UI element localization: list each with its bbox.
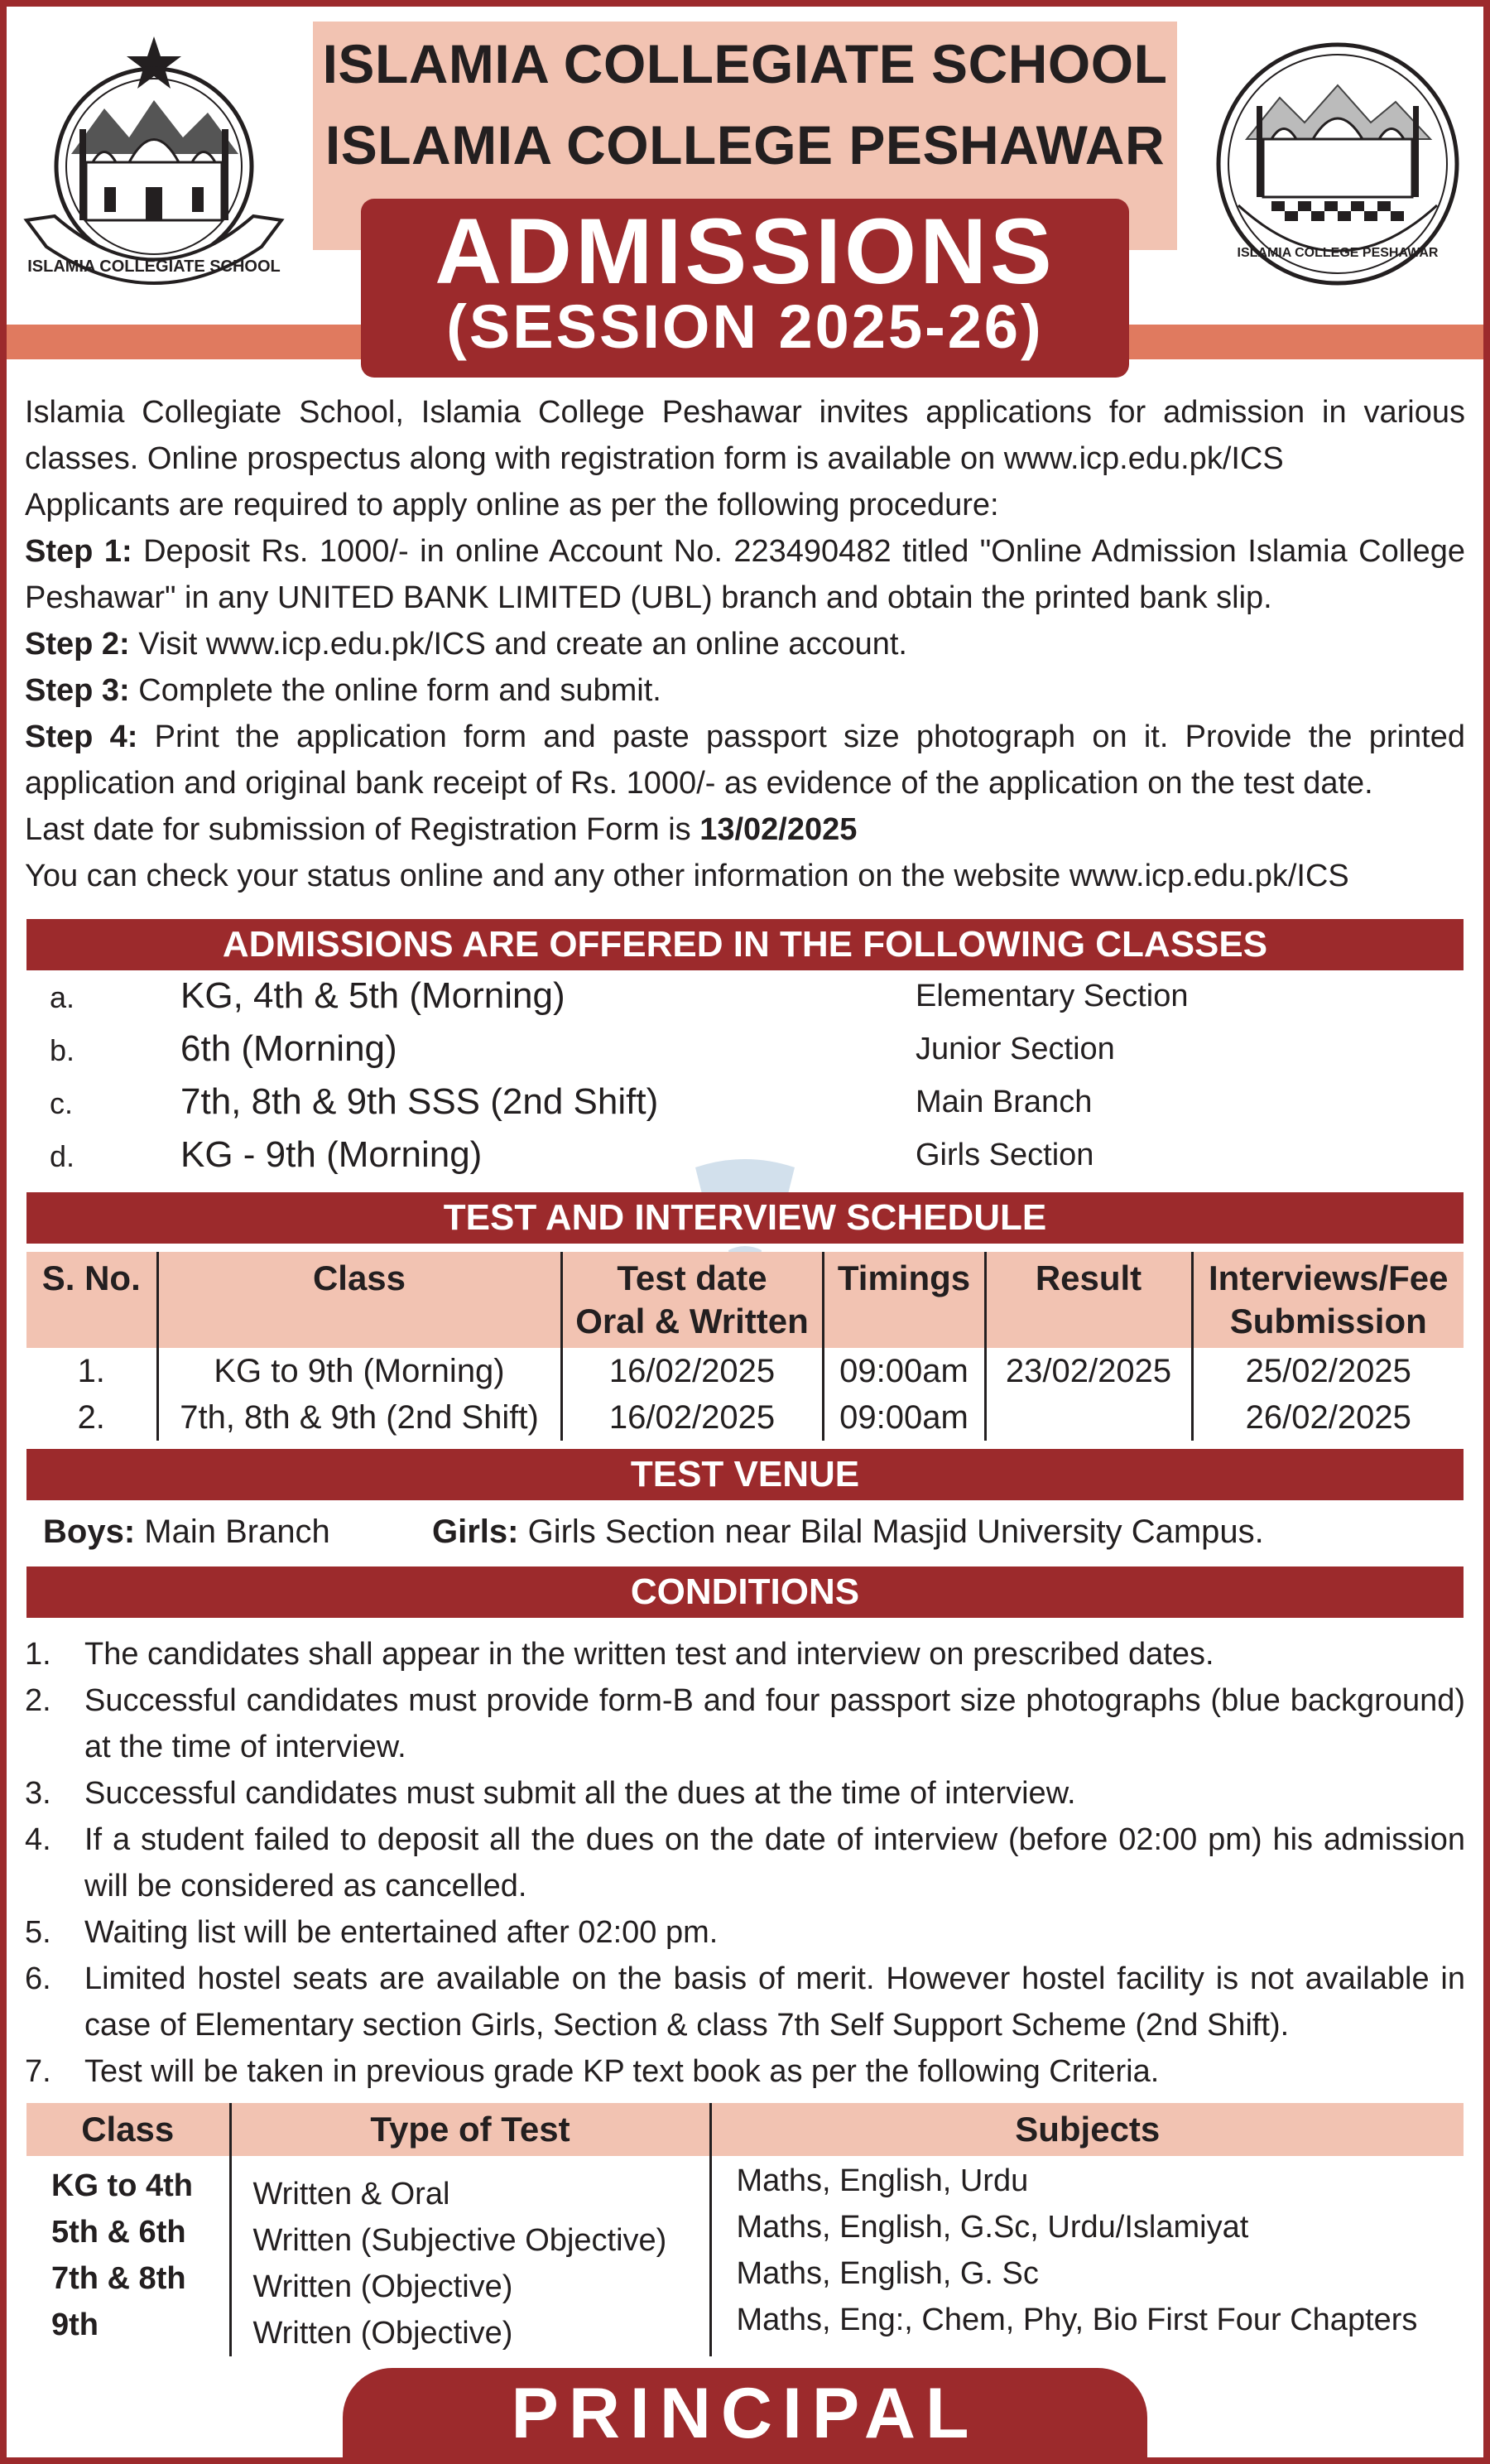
criteria-subjects: Maths, English, G. Sc [736, 2256, 1039, 2291]
condition-item [25, 1631, 1465, 1677]
criteria-class: KG to 4th [51, 2168, 193, 2203]
header-result: Result [985, 1252, 1192, 1348]
criteria-header-class: Class [26, 2103, 230, 2156]
step-2-label: Step 2: [25, 627, 130, 662]
venue-boys [43, 1509, 330, 1555]
header-sno: S. No. [26, 1252, 157, 1348]
class-item-name: KG - 9th (Morning) [180, 1134, 483, 1175]
step-3 [25, 667, 1465, 714]
cell-test-date: 16/02/2025 [561, 1394, 823, 1441]
cell-sno: 2. [77, 1399, 105, 1436]
venue-girls-label: Girls: [432, 1514, 519, 1550]
condition-text: Successful candidates must provide form-B and four passport size photographs (blue background) at the time of interview. [84, 1683, 1465, 1764]
criteria-type: Written & Oral [252, 2177, 450, 2211]
intro-paragraph: Islamia Collegiate School, Islamia College Peshawar invites applications for admission in various classes. Online prospectus along with registration form is available on www.icp.edu.pk/ICS [25, 395, 1465, 476]
venue-girls [432, 1509, 1264, 1555]
schedule-table [26, 1252, 1464, 1441]
criteria-subjects-column [710, 2156, 1464, 2356]
condition-item [25, 2048, 1465, 2095]
step-2 [25, 621, 1465, 667]
class-item-section: Main Branch [916, 1085, 1093, 1119]
step-4-text: Print the application form and paste passport size photograph on it. Provide the printed application and original bank receipt of Rs. 1000/- as evidence of the application on the test date. [25, 719, 1465, 801]
principal-signature-title: PRINCIPAL [511, 2374, 979, 2453]
schedule-title: TEST AND INTERVIEW SCHEDULE [26, 1192, 1464, 1244]
step-1 [25, 528, 1465, 621]
cell-timings: 09:00am [823, 1348, 985, 1394]
class-item-letter: d. [50, 1139, 75, 1173]
criteria-header-subjects: Subjects [710, 2103, 1464, 2156]
class-item-letter: b. [50, 1033, 75, 1067]
table-row [26, 1394, 1464, 1441]
cell-result [985, 1394, 1192, 1441]
condition-text: Successful candidates must submit all the dues at the time of interview. [84, 1776, 1076, 1811]
header-test-date-line1: Test date [617, 1258, 767, 1297]
school-name: ISLAMIA COLLEGIATE SCHOOL [322, 33, 1168, 94]
condition-item [25, 1909, 1465, 1956]
collegiate-school-logo [22, 30, 286, 303]
last-date-text: Last date for submission of Registration Form is [25, 812, 700, 847]
cell-class: 7th, 8th & 9th (2nd Shift) [157, 1394, 561, 1441]
criteria-type: Written (Objective) [252, 2316, 513, 2351]
step-1-label: Step 1: [25, 534, 132, 569]
criteria-header-type: Type of Test [230, 2103, 710, 2156]
condition-number: 5. [25, 1915, 51, 1950]
last-date-value: 13/02/2025 [699, 812, 858, 847]
condition-item [25, 1817, 1465, 1909]
step-4 [25, 714, 1465, 806]
header-test-date [561, 1252, 823, 1348]
svg-text:ISLAMIA COLLEGIATE SCHOOL: ISLAMIA COLLEGIATE SCHOOL [27, 257, 281, 276]
schedule-header-row [26, 1252, 1464, 1348]
condition-number: 3. [25, 1776, 51, 1811]
header-interviews-line2: Submission [1229, 1302, 1427, 1340]
status-line: You can check your status online and any other information on the website www.icp.edu.pk/ICS [25, 859, 1349, 893]
step-2-text: Visit www.icp.edu.pk/ICS and create an online account. [129, 627, 907, 662]
condition-number: 2. [25, 1683, 51, 1718]
class-item-name: 7th, 8th & 9th SSS (2nd Shift) [180, 1081, 659, 1122]
class-item-name: 6th (Morning) [180, 1028, 397, 1069]
condition-text: The candidates shall appear in the written test and interview on prescribed dates. [84, 1637, 1214, 1672]
cell-sno: 1. [77, 1353, 105, 1389]
classes-offered-title: ADMISSIONS ARE OFFERED IN THE FOLLOWING CLASSES [26, 919, 1464, 970]
criteria-type: Written (Subjective Objective) [252, 2223, 667, 2258]
step-4-label: Step 4: [25, 719, 138, 754]
last-date-line [25, 806, 1465, 853]
condition-number: 7. [25, 2054, 51, 2089]
condition-text: Limited hostel seats are available on the basis of merit. However hostel facility is not available in case of Elementary section Girls, Section & class 7th Self Support Scheme (2nd Shift). [84, 1961, 1465, 2043]
session-title: (SESSION 2025-26) [446, 292, 1044, 361]
class-item-section: Girls Section [916, 1138, 1094, 1172]
cell-test-date: 16/02/2025 [561, 1348, 823, 1394]
header-timings: Timings [823, 1252, 985, 1348]
class-item-name: KG, 4th & 5th (Morning) [180, 975, 565, 1016]
criteria-subjects: Maths, English, Urdu [736, 2163, 1029, 2198]
criteria-class: 9th [51, 2308, 99, 2342]
venue-title: TEST VENUE [26, 1449, 1464, 1500]
cell-interview: 25/02/2025 [1192, 1348, 1464, 1394]
criteria-class-column [26, 2156, 230, 2356]
header-test-date-line2: Oral & Written [575, 1302, 809, 1340]
class-item [50, 974, 1457, 1023]
criteria-subjects: Maths, Eng:, Chem, Phy, Bio First Four Chapters [736, 2303, 1418, 2337]
criteria-body-row [26, 2156, 1464, 2356]
criteria-subjects: Maths, English, G.Sc, Urdu/Islamiyat [736, 2210, 1249, 2245]
condition-number: 1. [25, 1637, 51, 1672]
class-item [50, 1027, 1457, 1076]
condition-text: If a student failed to deposit all the dues on the date of interview (before 02:00 pm) his admission will be considered as cancelled. [84, 1822, 1465, 1903]
step-3-label: Step 3: [25, 673, 130, 708]
condition-item [25, 1677, 1465, 1770]
criteria-type-column [230, 2156, 710, 2356]
criteria-class: 7th & 8th [51, 2261, 186, 2296]
class-item-letter: a. [50, 980, 75, 1014]
header-interviews-line1: Interviews/Fee [1209, 1258, 1449, 1297]
college-name: ISLAMIA COLLEGE PESHAWAR [324, 114, 1166, 176]
cell-class: KG to 9th (Morning) [157, 1348, 561, 1394]
condition-item [25, 1956, 1465, 2048]
criteria-type: Written (Objective) [252, 2269, 513, 2304]
svg-text:ISLAMIA COLLEGE PESHAWAR: ISLAMIA COLLEGE PESHAWAR [1237, 246, 1439, 260]
header-class: Class [157, 1252, 561, 1348]
condition-number: 6. [25, 1961, 51, 1996]
condition-text: Test will be taken in previous grade KP text book as per the following Criteria. [84, 2054, 1160, 2089]
condition-item [25, 1770, 1465, 1817]
step-3-text: Complete the online form and submit. [129, 673, 661, 708]
table-row [26, 1348, 1464, 1394]
class-item [50, 1080, 1457, 1129]
header-interviews [1192, 1252, 1464, 1348]
condition-number: 4. [25, 1822, 51, 1857]
cell-interview: 26/02/2025 [1192, 1394, 1464, 1441]
cell-result: 23/02/2025 [985, 1348, 1192, 1394]
criteria-header-row [26, 2103, 1464, 2156]
venue-girls-value: Girls Section near Bilal Masjid University Campus. [518, 1514, 1264, 1550]
class-item-section: Junior Section [916, 1032, 1115, 1066]
admissions-title: ADMISSIONS [435, 200, 1055, 303]
venue-boys-value: Main Branch [135, 1514, 330, 1550]
condition-text: Waiting list will be entertained after 02:00 pm. [84, 1915, 719, 1950]
islamia-college-logo [1214, 40, 1462, 288]
step-1-text: Deposit Rs. 1000/- in online Account No. 223490482 titled "Online Admission Islamia College Peshawar" in any UNITED BANK LIMITED (UBL) branch and obtain the printed bank slip. [25, 534, 1465, 615]
procedure-line: Applicants are required to apply online as per the following procedure: [25, 488, 999, 522]
venue-boys-label: Boys: [43, 1514, 136, 1550]
class-item-section: Elementary Section [916, 979, 1189, 1013]
criteria-class: 5th & 6th [51, 2215, 186, 2250]
cell-timings: 09:00am [823, 1394, 985, 1441]
conditions-title: CONDITIONS [26, 1566, 1464, 1618]
class-item-letter: c. [50, 1086, 74, 1120]
criteria-table [26, 2103, 1464, 2356]
